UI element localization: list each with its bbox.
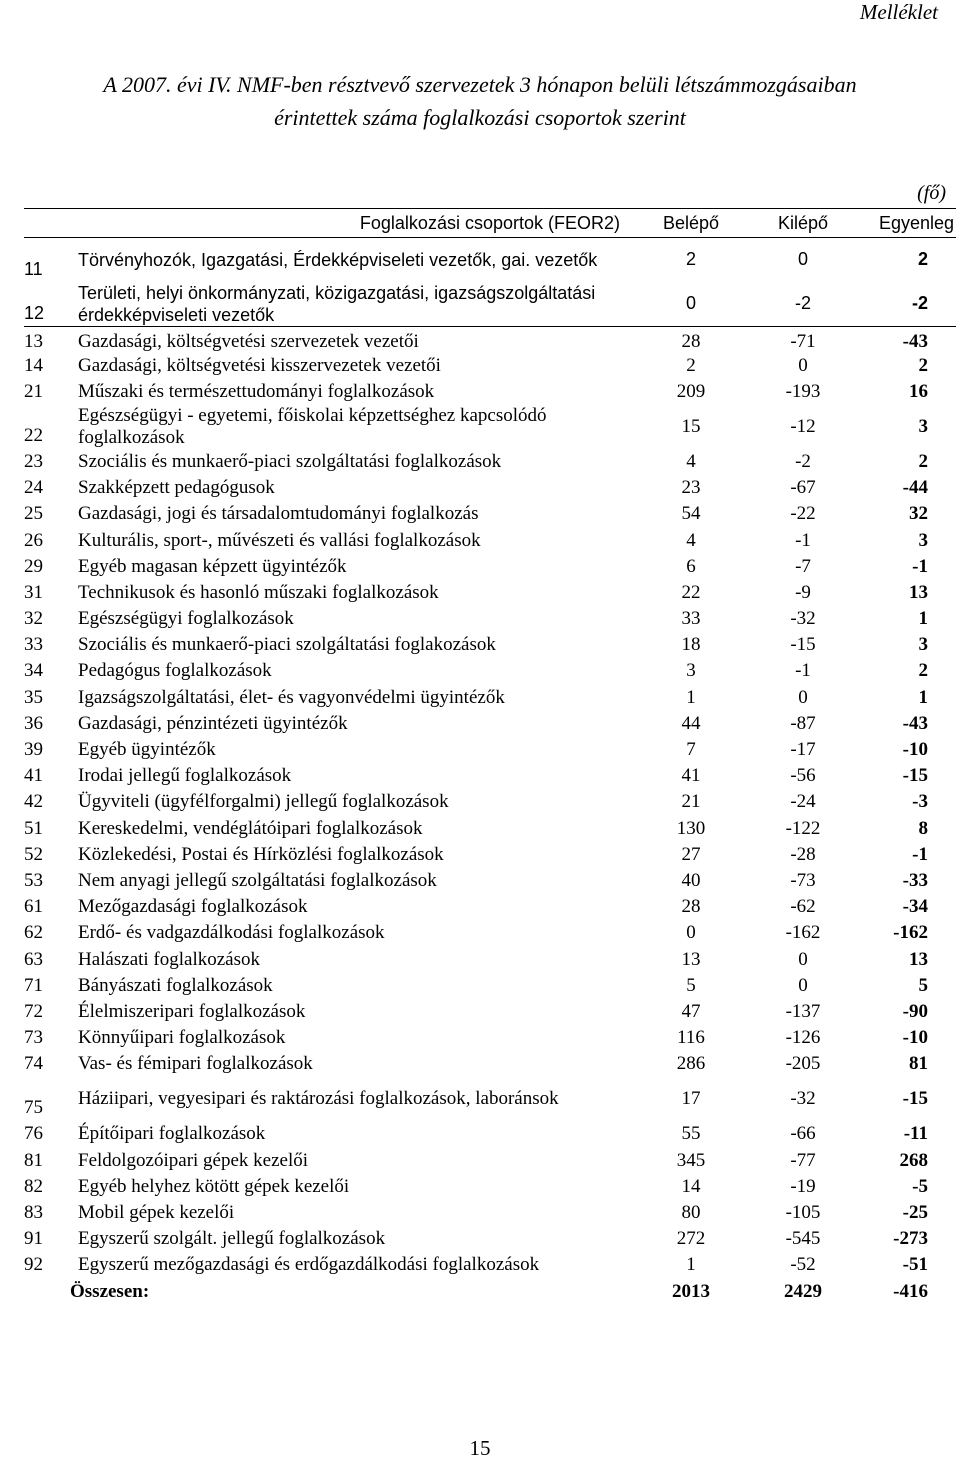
balance-value: 5 (918, 974, 928, 996)
leavers-value: -205 (785, 1053, 821, 1075)
balance-value: -273 (893, 1228, 928, 1250)
balance-value: 2 (918, 660, 928, 682)
total-leavers: 2429 (784, 1280, 822, 1302)
leavers-value: -66 (790, 1123, 816, 1145)
joiners-value: 27 (681, 843, 701, 865)
joiners-value: 13 (681, 948, 701, 970)
balance-value: -43 (902, 712, 928, 734)
feor-code: 31 (24, 581, 43, 603)
balance-value: 3 (918, 529, 928, 551)
leavers-value: -545 (785, 1228, 821, 1250)
occupation-group-name: Területi, helyi önkormányzati, közigazgatási, igazságszolgáltatási érdekképviseleti vezetők (76, 282, 636, 327)
leavers-value: 0 (798, 354, 808, 376)
leavers-value: -17 (790, 739, 816, 761)
table-row (24, 238, 956, 282)
balance-value: -25 (902, 1202, 928, 1224)
joiners-value: 22 (681, 581, 701, 603)
joiners-value: 28 (681, 330, 701, 352)
table-row (24, 946, 956, 972)
balance-value: -162 (893, 922, 928, 944)
feor-code: 74 (24, 1053, 43, 1075)
feor-code: 61 (24, 896, 43, 918)
occupation-table-container (24, 208, 956, 1305)
table-row (24, 1051, 956, 1077)
table-row (24, 1226, 956, 1252)
joiners-value: 0 (686, 922, 696, 944)
balance-value: 3 (918, 415, 928, 437)
table-body (24, 238, 956, 1305)
balance-value: -15 (902, 765, 928, 787)
table-row (24, 527, 956, 553)
feor-code: 53 (24, 869, 43, 891)
leavers-value: -2 (746, 282, 860, 327)
table-row (24, 632, 956, 658)
joiners-value: 345 (676, 1149, 706, 1171)
occupation-group-name: Gazdasági, jogi és társadalomtudományi foglalkozás (78, 503, 479, 525)
occupation-group-name: Mezőgazdasági foglalkozások (78, 896, 308, 918)
table-row (24, 973, 956, 999)
occupation-group-name: Pedagógus foglalkozások (78, 660, 272, 682)
occupation-group-name: Igazságszolgáltatási, élet- és vagyonvédelmi ügyintézők (78, 686, 505, 708)
table-row (24, 1121, 956, 1147)
feor-code: 29 (24, 555, 43, 577)
feor-code: 11 (24, 258, 43, 279)
balance-value: 1 (918, 686, 928, 708)
annex-label: Melléklet (859, 0, 938, 24)
leavers-value: -32 (790, 1088, 816, 1110)
occupation-group-name: Egyszerű mezőgazdasági és erdőgazdálkodási foglalkozások (78, 1254, 540, 1276)
table-row (24, 842, 956, 868)
feor-code: 32 (24, 608, 43, 630)
leavers-value: -193 (785, 380, 821, 402)
title-line-2: érintettek száma foglalkozási csoportok szerint (274, 105, 686, 130)
leavers-value: -24 (790, 791, 816, 813)
page-number: 15 (469, 1436, 491, 1460)
balance-value: 1 (918, 608, 928, 630)
joiners-value: 33 (681, 608, 701, 630)
total-joiners: 2013 (672, 1280, 710, 1302)
feor-code: 63 (24, 948, 43, 970)
table-row (24, 405, 956, 449)
feor-code: 83 (24, 1202, 43, 1224)
occupation-group-name: Egyéb helyhez kötött gépek kezelői (78, 1175, 350, 1197)
table-row (24, 501, 956, 527)
feor-code: 25 (24, 503, 43, 525)
joiners-value: 130 (676, 817, 706, 839)
feor-code: 82 (24, 1175, 43, 1197)
joiners-value: 5 (686, 974, 696, 996)
leavers-value: -105 (785, 1202, 821, 1224)
occupation-group-name: Halászati foglalkozások (78, 948, 261, 970)
leavers-value: -52 (790, 1254, 816, 1276)
joiners-value: 44 (681, 712, 701, 734)
feor-code: 73 (24, 1027, 43, 1049)
leavers-value: -56 (790, 765, 816, 787)
occupation-group-name: Szociális és munkaerő-piaci szolgáltatási foglakozások (78, 634, 496, 656)
joiners-value: 40 (681, 869, 701, 891)
feor-code: 24 (24, 477, 43, 499)
leavers-value: -9 (795, 581, 811, 603)
occupation-group-name: Vas- és fémipari foglalkozások (78, 1053, 313, 1075)
joiners-value: 3 (686, 660, 696, 682)
joiners-value: 54 (681, 503, 701, 525)
occupation-group-name: Közlekedési, Postai és Hírközlési foglalkozások (78, 843, 444, 865)
feor-code: 52 (24, 843, 43, 865)
feor-code: 12 (24, 282, 76, 327)
table-row (24, 789, 956, 815)
joiners-value: 14 (681, 1175, 701, 1197)
table-row (24, 868, 956, 894)
occupation-group-name: Gazdasági, költségvetési kisszervezetek vezetői (78, 354, 441, 376)
balance-value: -5 (912, 1175, 928, 1197)
leavers-value: -87 (790, 712, 816, 734)
page-title (0, 68, 960, 134)
table-row (24, 894, 956, 920)
feor-code: 22 (24, 424, 43, 446)
occupation-group-name: Egyszerű szolgált. jellegű foglalkozások (78, 1228, 386, 1250)
occupation-group-name: Gazdasági, költségvetési szervezetek vezetői (78, 330, 419, 352)
column-header-out: Kilépő (746, 209, 860, 238)
balance-value: 2 (917, 249, 928, 270)
balance-value: 13 (909, 581, 928, 603)
balance-value: -33 (902, 869, 928, 891)
feor-code: 21 (24, 380, 43, 402)
leavers-value: -77 (790, 1149, 816, 1171)
occupation-group-name: Kulturális, sport-, művészeti és vallási foglalkozások (78, 529, 481, 551)
balance-value: -44 (902, 477, 928, 499)
leavers-value: -22 (790, 503, 816, 525)
occupation-group-name: Háziipari, vegyesipari és raktározási foglalkozások, laboránsok (78, 1088, 559, 1110)
table-row (24, 1174, 956, 1200)
feor-code: 92 (24, 1254, 43, 1276)
feor-code: 62 (24, 922, 43, 944)
occupation-group-name: Törvényhozók, Igazgatási, Érdekképviseleti vezetők, gai. vezetők (78, 249, 598, 270)
occupation-group-name: Technikusok és hasonló műszaki foglalkozások (78, 581, 439, 603)
joiners-value: 41 (681, 765, 701, 787)
table-row (24, 580, 956, 606)
feor-code: 33 (24, 634, 43, 656)
leavers-value: -2 (795, 450, 811, 472)
leavers-value: -12 (790, 415, 816, 437)
joiners-value: 2 (685, 249, 696, 270)
occupation-group-name: Ügyviteli (ügyfélforgalmi) jellegű foglalkozások (78, 791, 449, 813)
joiners-value: 80 (681, 1202, 701, 1224)
joiners-value: 286 (676, 1053, 706, 1075)
table-header (24, 209, 956, 238)
feor-code: 14 (24, 354, 43, 376)
feor-code: 51 (24, 817, 43, 839)
occupation-group-name: Mobil gépek kezelői (78, 1202, 235, 1224)
balance-value: -1 (912, 843, 928, 865)
feor-code: 42 (24, 791, 43, 813)
leavers-value: -1 (795, 529, 811, 551)
leavers-value: -162 (785, 922, 821, 944)
title-line-1: A 2007. évi IV. NMF-ben résztvevő szervezetek 3 hónapon belüli létszámmozgásaiban (103, 72, 857, 97)
table-row (24, 1077, 956, 1121)
table-row (24, 449, 956, 475)
feor-code: 91 (24, 1228, 43, 1250)
occupation-group-name: Egészségügyi - egyetemi, főiskolai képzettséghez kapcsolódó foglalkozások (78, 404, 547, 448)
occupation-group-name: Egyéb magasan képzett ügyintézők (78, 555, 347, 577)
balance-value: -90 (902, 1000, 928, 1022)
balance-value: -43 (902, 330, 928, 352)
occupation-group-name: Irodai jellegű foglalkozások (78, 765, 292, 787)
leavers-value: 0 (797, 249, 808, 270)
feor-code: 41 (24, 765, 43, 787)
joiners-value: 15 (681, 415, 701, 437)
table-row (24, 554, 956, 580)
joiners-value: 116 (677, 1027, 705, 1049)
balance-value: -15 (902, 1088, 928, 1110)
table-row (24, 685, 956, 711)
balance-value: 3 (918, 634, 928, 656)
leavers-value: -67 (790, 477, 816, 499)
table-row (24, 1200, 956, 1226)
occupation-group-name: Bányászati foglalkozások (78, 974, 273, 996)
joiners-value: 1 (686, 1254, 696, 1276)
balance-value: 2 (918, 450, 928, 472)
occupation-group-name: Szakképzett pedagógusok (78, 477, 275, 499)
joiners-value: 21 (681, 791, 701, 813)
table-row (24, 999, 956, 1025)
table-row (24, 475, 956, 501)
joiners-value: 17 (681, 1088, 701, 1110)
table-row (24, 1025, 956, 1051)
joiners-value: 55 (681, 1123, 701, 1145)
joiners-value: 28 (681, 896, 701, 918)
table-row (24, 1148, 956, 1174)
occupation-group-name: Feldolgozóipari gépek kezelői (78, 1149, 309, 1171)
leavers-value: -15 (790, 634, 816, 656)
balance-value: 32 (909, 503, 928, 525)
balance-value: -51 (902, 1254, 928, 1276)
table-row (24, 326, 956, 353)
leavers-value: 0 (798, 686, 808, 708)
balance-value: -10 (902, 739, 928, 761)
unit-label: (fő) (917, 182, 946, 204)
leavers-value: -122 (785, 817, 821, 839)
joiners-value: 209 (676, 380, 706, 402)
total-label: Összesen: (70, 1280, 150, 1302)
feor-code: 23 (24, 450, 43, 472)
feor-code: 71 (24, 974, 43, 996)
table-row (24, 379, 956, 405)
joiners-value: 272 (676, 1228, 706, 1250)
total-balance: -416 (893, 1280, 928, 1302)
joiners-value: 4 (686, 529, 696, 551)
leavers-value: -137 (785, 1000, 821, 1022)
balance-value: 16 (909, 380, 928, 402)
table-row (24, 763, 956, 789)
feor-code: 13 (24, 330, 43, 352)
occupation-group-name: Gazdasági, pénzintézeti ügyintézők (78, 712, 348, 734)
feor-code: 26 (24, 529, 43, 551)
balance-value: 8 (918, 817, 928, 839)
column-header-in: Belépő (636, 209, 746, 238)
joiners-value: 18 (681, 634, 701, 656)
table-row (24, 920, 956, 946)
total-row (24, 1279, 956, 1305)
leavers-value: -1 (795, 660, 811, 682)
feor-code: 75 (24, 1097, 43, 1119)
leavers-value: -28 (790, 843, 816, 865)
balance-value: 268 (899, 1149, 928, 1171)
occupation-table (24, 208, 956, 1305)
table-row (24, 711, 956, 737)
feor-code: 39 (24, 739, 43, 761)
balance-value: -1 (912, 555, 928, 577)
feor-code: 81 (24, 1149, 43, 1171)
joiners-value: 47 (681, 1000, 701, 1022)
feor-code: 34 (24, 660, 43, 682)
table-row (24, 658, 956, 684)
table-row (24, 353, 956, 379)
leavers-value: -126 (785, 1027, 821, 1049)
joiners-value: 2 (686, 354, 696, 376)
table-row (24, 1252, 956, 1278)
leavers-value: -32 (790, 608, 816, 630)
balance-value: -10 (902, 1027, 928, 1049)
table-row (24, 606, 956, 632)
feor-code: 76 (24, 1123, 43, 1145)
leavers-value: -19 (790, 1175, 816, 1197)
occupation-group-name: Egészségügyi foglalkozások (78, 608, 294, 630)
occupation-group-name: Nem anyagi jellegű szolgáltatási foglalkozások (78, 869, 437, 891)
leavers-value: 0 (798, 948, 808, 970)
leavers-value: -71 (790, 330, 816, 352)
balance-value: 13 (909, 948, 928, 970)
occupation-group-name: Könnyűipari foglalkozások (78, 1027, 286, 1049)
joiners-value: 1 (686, 686, 696, 708)
leavers-value: -73 (790, 869, 816, 891)
feor-code: 72 (24, 1000, 43, 1022)
occupation-group-name: Erdő- és vadgazdálkodási foglalkozások (78, 922, 385, 944)
leavers-value: 0 (798, 974, 808, 996)
table-row (24, 816, 956, 842)
occupation-group-name: Szociális és munkaerő-piaci szolgáltatási foglalkozások (78, 450, 502, 472)
occupation-group-name: Egyéb ügyintézők (78, 739, 216, 761)
balance-value: 2 (918, 354, 928, 376)
feor-code: 35 (24, 686, 43, 708)
joiners-value: 23 (681, 477, 701, 499)
occupation-group-name: Építőipari foglalkozások (78, 1123, 266, 1145)
joiners-value: 4 (686, 450, 696, 472)
joiners-value: 6 (686, 555, 696, 577)
balance-value: -2 (860, 282, 956, 327)
column-header-balance: Egyenleg (860, 209, 956, 238)
balance-value: 81 (909, 1053, 928, 1075)
balance-value: -3 (912, 791, 928, 813)
leavers-value: -62 (790, 896, 816, 918)
occupation-group-name: Kereskedelmi, vendéglátóipari foglalkozások (78, 817, 423, 839)
table-row (24, 282, 956, 327)
leavers-value: -7 (795, 555, 811, 577)
occupation-group-name: Élelmiszeripari foglalkozások (78, 1000, 306, 1022)
balance-value: -11 (903, 1123, 928, 1145)
balance-value: -34 (902, 896, 928, 918)
occupation-group-name: Műszaki és természettudományi foglalkozások (78, 380, 435, 402)
column-header-group: Foglalkozási csoportok (FEOR2) (24, 209, 636, 238)
joiners-value: 0 (636, 282, 746, 327)
feor-code: 36 (24, 712, 43, 734)
table-row (24, 737, 956, 763)
joiners-value: 7 (686, 739, 696, 761)
